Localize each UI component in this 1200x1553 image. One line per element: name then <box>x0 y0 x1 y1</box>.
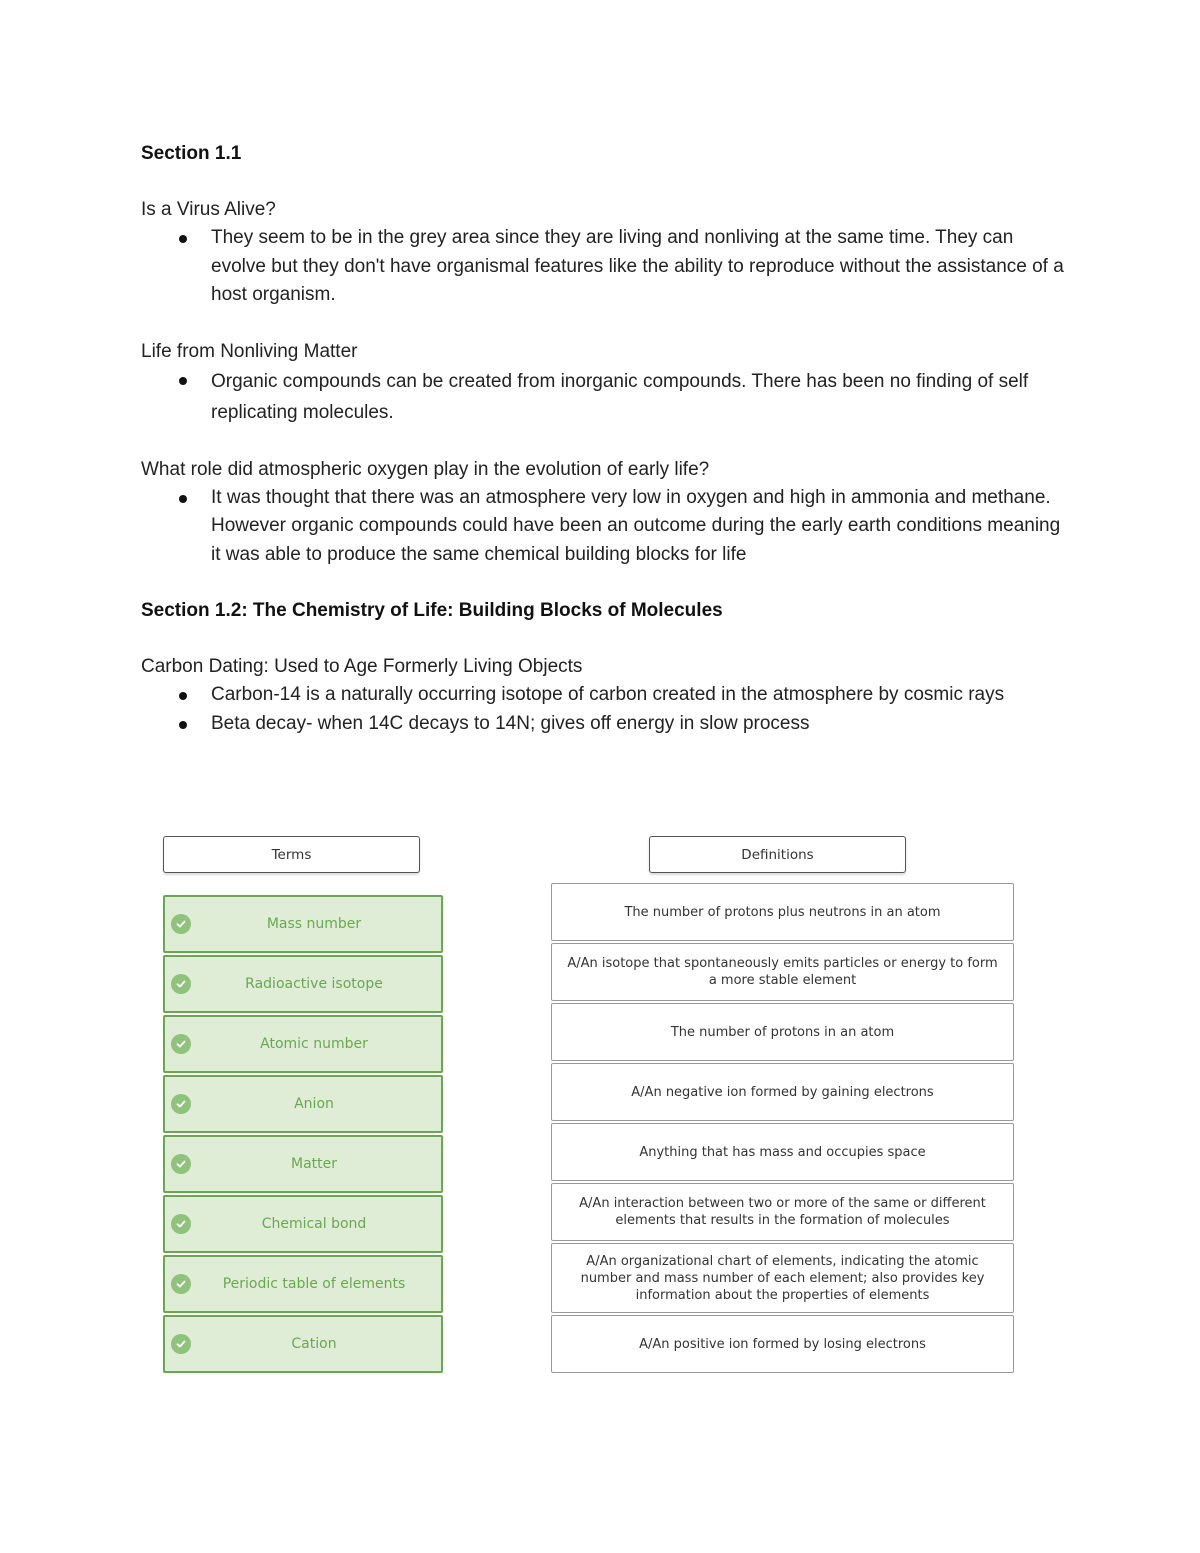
check-circle-icon <box>171 1154 191 1174</box>
term-card[interactable] <box>163 1075 443 1133</box>
check-circle-icon <box>171 1094 191 1114</box>
check-circle-icon <box>171 914 191 934</box>
definition-text: A/An organizational chart of elements, indicating the atomic number and mass number of each element; also provides key information about the properties of elements <box>580 1253 985 1303</box>
bullet-icon <box>179 721 187 729</box>
virus-heading: Is a Virus Alive? <box>141 199 276 220</box>
list-item: Organic compounds can be created from inorganic compounds. There has been no finding of self replicating molecules. <box>141 366 1071 428</box>
term-card[interactable] <box>163 1255 443 1313</box>
term-label: Radioactive isotope <box>245 976 383 992</box>
term-card[interactable] <box>163 1135 443 1193</box>
definition-card[interactable] <box>551 1243 1014 1313</box>
bullet-icon <box>179 495 187 503</box>
definition-text: A/An positive ion formed by losing electrons <box>639 1336 926 1352</box>
nonliving-bullets <box>141 366 1071 428</box>
check-circle-icon <box>171 1334 191 1354</box>
definition-text: Anything that has mass and occupies space <box>639 1144 926 1160</box>
bullet-icon <box>179 377 187 385</box>
check-circle-icon <box>171 1274 191 1294</box>
nonliving-heading: Life from Nonliving Matter <box>141 340 358 362</box>
definition-text: A/An interaction between two or more of the same or different elements that results in the formation of molecules <box>579 1196 986 1228</box>
term-card[interactable] <box>163 1315 443 1373</box>
document-body <box>141 140 1071 738</box>
oxygen-heading: What role did atmospheric oxygen play in the evolution of early life? <box>141 458 710 480</box>
definition-card[interactable] <box>551 883 1014 941</box>
term-label: Periodic table of elements <box>222 1276 406 1292</box>
section-1-2-title: Section 1.2: The Chemistry of Life: Building Blocks of Molecules <box>141 600 723 621</box>
term-card[interactable] <box>163 895 443 953</box>
term-label: Matter <box>290 1156 337 1172</box>
bullet-icon <box>179 235 187 243</box>
definition-text: A/An isotope that spontaneously emits particles or energy to form a more stable element <box>567 956 998 988</box>
terms-header: Terms <box>163 836 420 873</box>
oxygen-bullets <box>141 484 1071 570</box>
definition-card[interactable] <box>551 1063 1014 1121</box>
term-card[interactable] <box>163 1195 443 1253</box>
definition-text: The number of protons in an atom <box>670 1024 895 1040</box>
list-item: Carbon-14 is a naturally occurring isotope of carbon created in the atmosphere by cosmic rays <box>141 681 1071 710</box>
carbon-dating-bullets <box>141 681 1071 738</box>
virus-bullets <box>141 224 1071 310</box>
list-item: Beta decay- when 14C decays to 14N; gives off energy in slow process <box>141 710 1071 739</box>
definition-card[interactable] <box>551 943 1014 1001</box>
definition-text: The number of protons plus neutrons in an atom <box>624 904 941 920</box>
definition-card[interactable] <box>551 1003 1014 1061</box>
term-label: Mass number <box>266 916 362 932</box>
definitions-header: Definitions <box>649 836 906 873</box>
carbon-dating-heading: Carbon Dating: Used to Age Formerly Living Objects <box>141 656 583 677</box>
term-card[interactable] <box>163 955 443 1013</box>
definition-card[interactable] <box>551 1123 1014 1181</box>
check-circle-icon <box>171 974 191 994</box>
section-1-1-title: Section 1.1 <box>141 143 242 164</box>
term-card[interactable] <box>163 1015 443 1073</box>
list-item: It was thought that there was an atmosphere very low in oxygen and high in ammonia and methane. However organic compounds could have been an outcome during the early earth conditions meaning it was able to produce the same chemical building blocks for life <box>141 484 1071 570</box>
terms-list <box>163 895 443 1375</box>
definitions-list <box>551 883 1014 1375</box>
check-circle-icon <box>171 1034 191 1054</box>
term-label: Chemical bond <box>261 1216 367 1232</box>
list-item: They seem to be in the grey area since they are living and nonliving at the same time. They can evolve but they don't have organismal features like the ability to reproduce without the assistance of a host organism. <box>141 224 1071 310</box>
definition-card[interactable] <box>551 1183 1014 1241</box>
term-label: Atomic number <box>260 1036 368 1052</box>
check-circle-icon <box>171 1214 191 1234</box>
definition-card[interactable] <box>551 1315 1014 1373</box>
term-label: Anion <box>294 1096 334 1112</box>
term-label: Cation <box>291 1336 337 1352</box>
bullet-icon <box>179 692 187 700</box>
definition-text: A/An negative ion formed by gaining electrons <box>631 1084 934 1100</box>
